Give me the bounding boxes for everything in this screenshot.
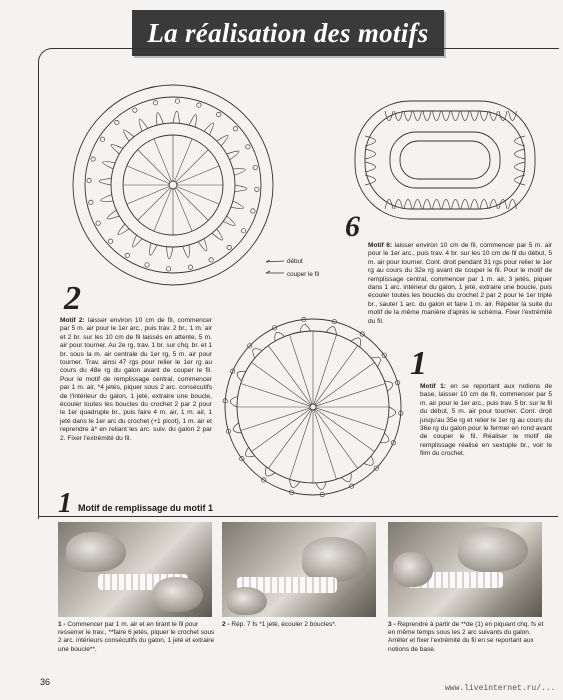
source-url: www.liveinternet.ru/... (445, 684, 556, 693)
motif-6-text-title: Motif 6: (368, 242, 393, 249)
motif-1-number: 1 (410, 345, 427, 382)
section-divider (38, 516, 558, 517)
motif-6-text (368, 242, 552, 326)
motif-1-diagram (218, 312, 408, 502)
step-3-number: 3 - (388, 621, 396, 628)
step-1-number: 1 - (58, 621, 66, 628)
motif-1-text-title: Motif 1: (420, 383, 446, 390)
motif-2-number: 2 (64, 280, 81, 317)
step-2-caption (222, 621, 380, 629)
step-2-text: Rép. 7 fs *1 jeté, écouler 2 boucles*. (229, 621, 337, 628)
page-title: La réalisation des motifs (147, 17, 429, 48)
motif-6-text-body: laisser environ 10 cm de fil, commencer par 5 m. air pour le 1er arc., puis trav. 4 br. sur les 10 cm de fil du début, 5 m. air pour tourner. Cont. droit pendant 31 rgs pour relier le 1er rg au cours du 32e rg avant de couper le fil. Pour le motif de remplissage central, commencer par 1 m. air, 3 jetés, piquer dans 1 arc. intérieur du galon, 1 jeté, extraire une boucle, puis écouler toutes les boucles du crochet 2 par 2 pour le 1er triple br., sauter 1 arc. du galon et faire 1 m. air. Répéter la suite du motif de la même manière d'après le schéma. Fixer l'extrémité du fil. (368, 242, 552, 325)
motif-2-diagram (65, 75, 285, 295)
steps-heading: Motif de remplissage du motif 1 (78, 503, 214, 513)
motif-2-text-body: laisser environ 10 cm de fil, commencer par 5 m. air pour le 1er arc., puis trav. 2 br., 1 m. air et 2 br. sur les 10 cm de fil laissés en attente, 5 m. air pour tourner. Au 2e rg, trav. 1 br. sur chq. br. et 1 br. sous la m. air centrale du 1er rg, 5 m. air pour tourner. Trav. ainsi 47 rgs pour relier le 1er rg au cours du 48e rg du galon avant de couper le fil. Pour le motif de remplissage central, commencer par 1 m. air, *4 jetés, piquer sous 2 arc. consécutifs de l'intérieur du galon, 1 jeté, extraire une boucle, écouler toutes les boucles du crochet 2 par 2 pour le 1er quadruple br., puis faire 4 m. air, 1 m. air, 1 jeté dans le 1er arc du crochet (+1 picot), 1 m. air et reprendre à* en reliant les arc. suiv. du galon 2 par 2. Fixer l'extrémité du fil. (60, 317, 212, 442)
motif-6-diagram (350, 96, 540, 226)
step-3-caption (388, 621, 546, 654)
step-1-photo (58, 522, 212, 617)
step-1-text: Commencer par 1 m. air et en tirant le fil pour resserrer le trav., **faire 6 jetés, piquer le crochet sous 2 arc. intérieurs consécutifs du galon, 1 jeté et extraire une boucle**. (58, 621, 215, 653)
label-debut: début (287, 258, 303, 265)
step-2-photo (222, 522, 376, 617)
step-3-text: Reprendre à partir de **de (1) en piquant chq. fs et en même temps sous les 2 arc suivants du galon. Arrêter et fixer l'extrémité du fil en se reportant aux notions de base. (388, 621, 544, 653)
label-couper-le-fil: couper le fil (287, 271, 320, 278)
motif-1-text-body: en se reportant aux notions de base, laisser 10 cm de fil, commencer par 5 m. air pour le 1er arc., puis trav. 5 br. sur le fil du début, 5 m. air pour tourner. Cont. droit jusqu'au 35e rg et relier le 1er rg au cours du 36e rg du galon pour le fermer en rond avant de couper le fil. Réaliser le motif de remplissage réalisé en sextuple br., voir le film du crochet. (420, 383, 552, 458)
step-1-caption (58, 621, 216, 654)
motif-2-text (60, 317, 212, 443)
motif-1-text (420, 383, 552, 459)
motif-2-text-title: Motif 2: (60, 317, 85, 324)
step-2-number: 2 - (222, 621, 230, 628)
steps-number: 1 (58, 488, 72, 519)
arrow-icon (262, 258, 286, 278)
motif-6-number: 6 (345, 210, 360, 243)
step-3-photo (388, 522, 542, 617)
page-number: 36 (40, 677, 51, 687)
